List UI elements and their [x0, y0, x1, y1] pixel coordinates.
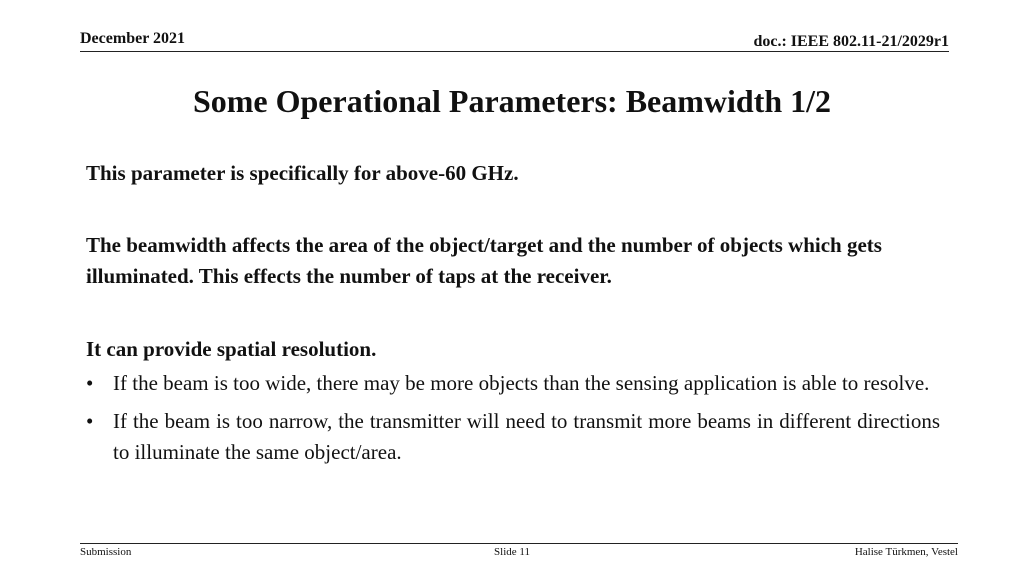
- bullet-text: If the beam is too wide, there may be more objects than the sensing application is able to resolve.: [113, 371, 930, 395]
- paragraph-scope: This parameter is specifically for above-60 GHz.: [86, 161, 519, 185]
- footer-slide-number: Slide 11: [494, 546, 530, 558]
- slide-title: Some Operational Parameters: Beamwidth 1/2: [192, 83, 832, 119]
- paragraph-beamwidth-effect: The beamwidth affects the area of the object/target and the number of objects which gets illuminated. This effects the number of taps at the receiver.: [86, 233, 882, 288]
- bullet-list: [86, 368, 940, 468]
- bullet-item: [86, 406, 940, 468]
- header-date: December 2021: [80, 30, 185, 47]
- slide-content: [86, 158, 940, 475]
- paragraph-spatial-resolution: It can provide spatial resolution.: [86, 337, 377, 361]
- footer-submission: Submission: [80, 546, 132, 558]
- bullet-icon: •: [86, 409, 94, 433]
- header-doc-id: doc.: IEEE 802.11-21/2029r1: [753, 33, 949, 50]
- bullet-icon: •: [86, 371, 94, 395]
- footer-author: Halise Türkmen, Vestel: [854, 546, 958, 558]
- footer-rule: [80, 543, 958, 544]
- bullet-text: If the beam is too narrow, the transmitter will need to transmit more beams in different directions to illuminate the same object/area.: [113, 409, 940, 464]
- bullet-item: [86, 368, 940, 399]
- header-rule: [80, 51, 949, 52]
